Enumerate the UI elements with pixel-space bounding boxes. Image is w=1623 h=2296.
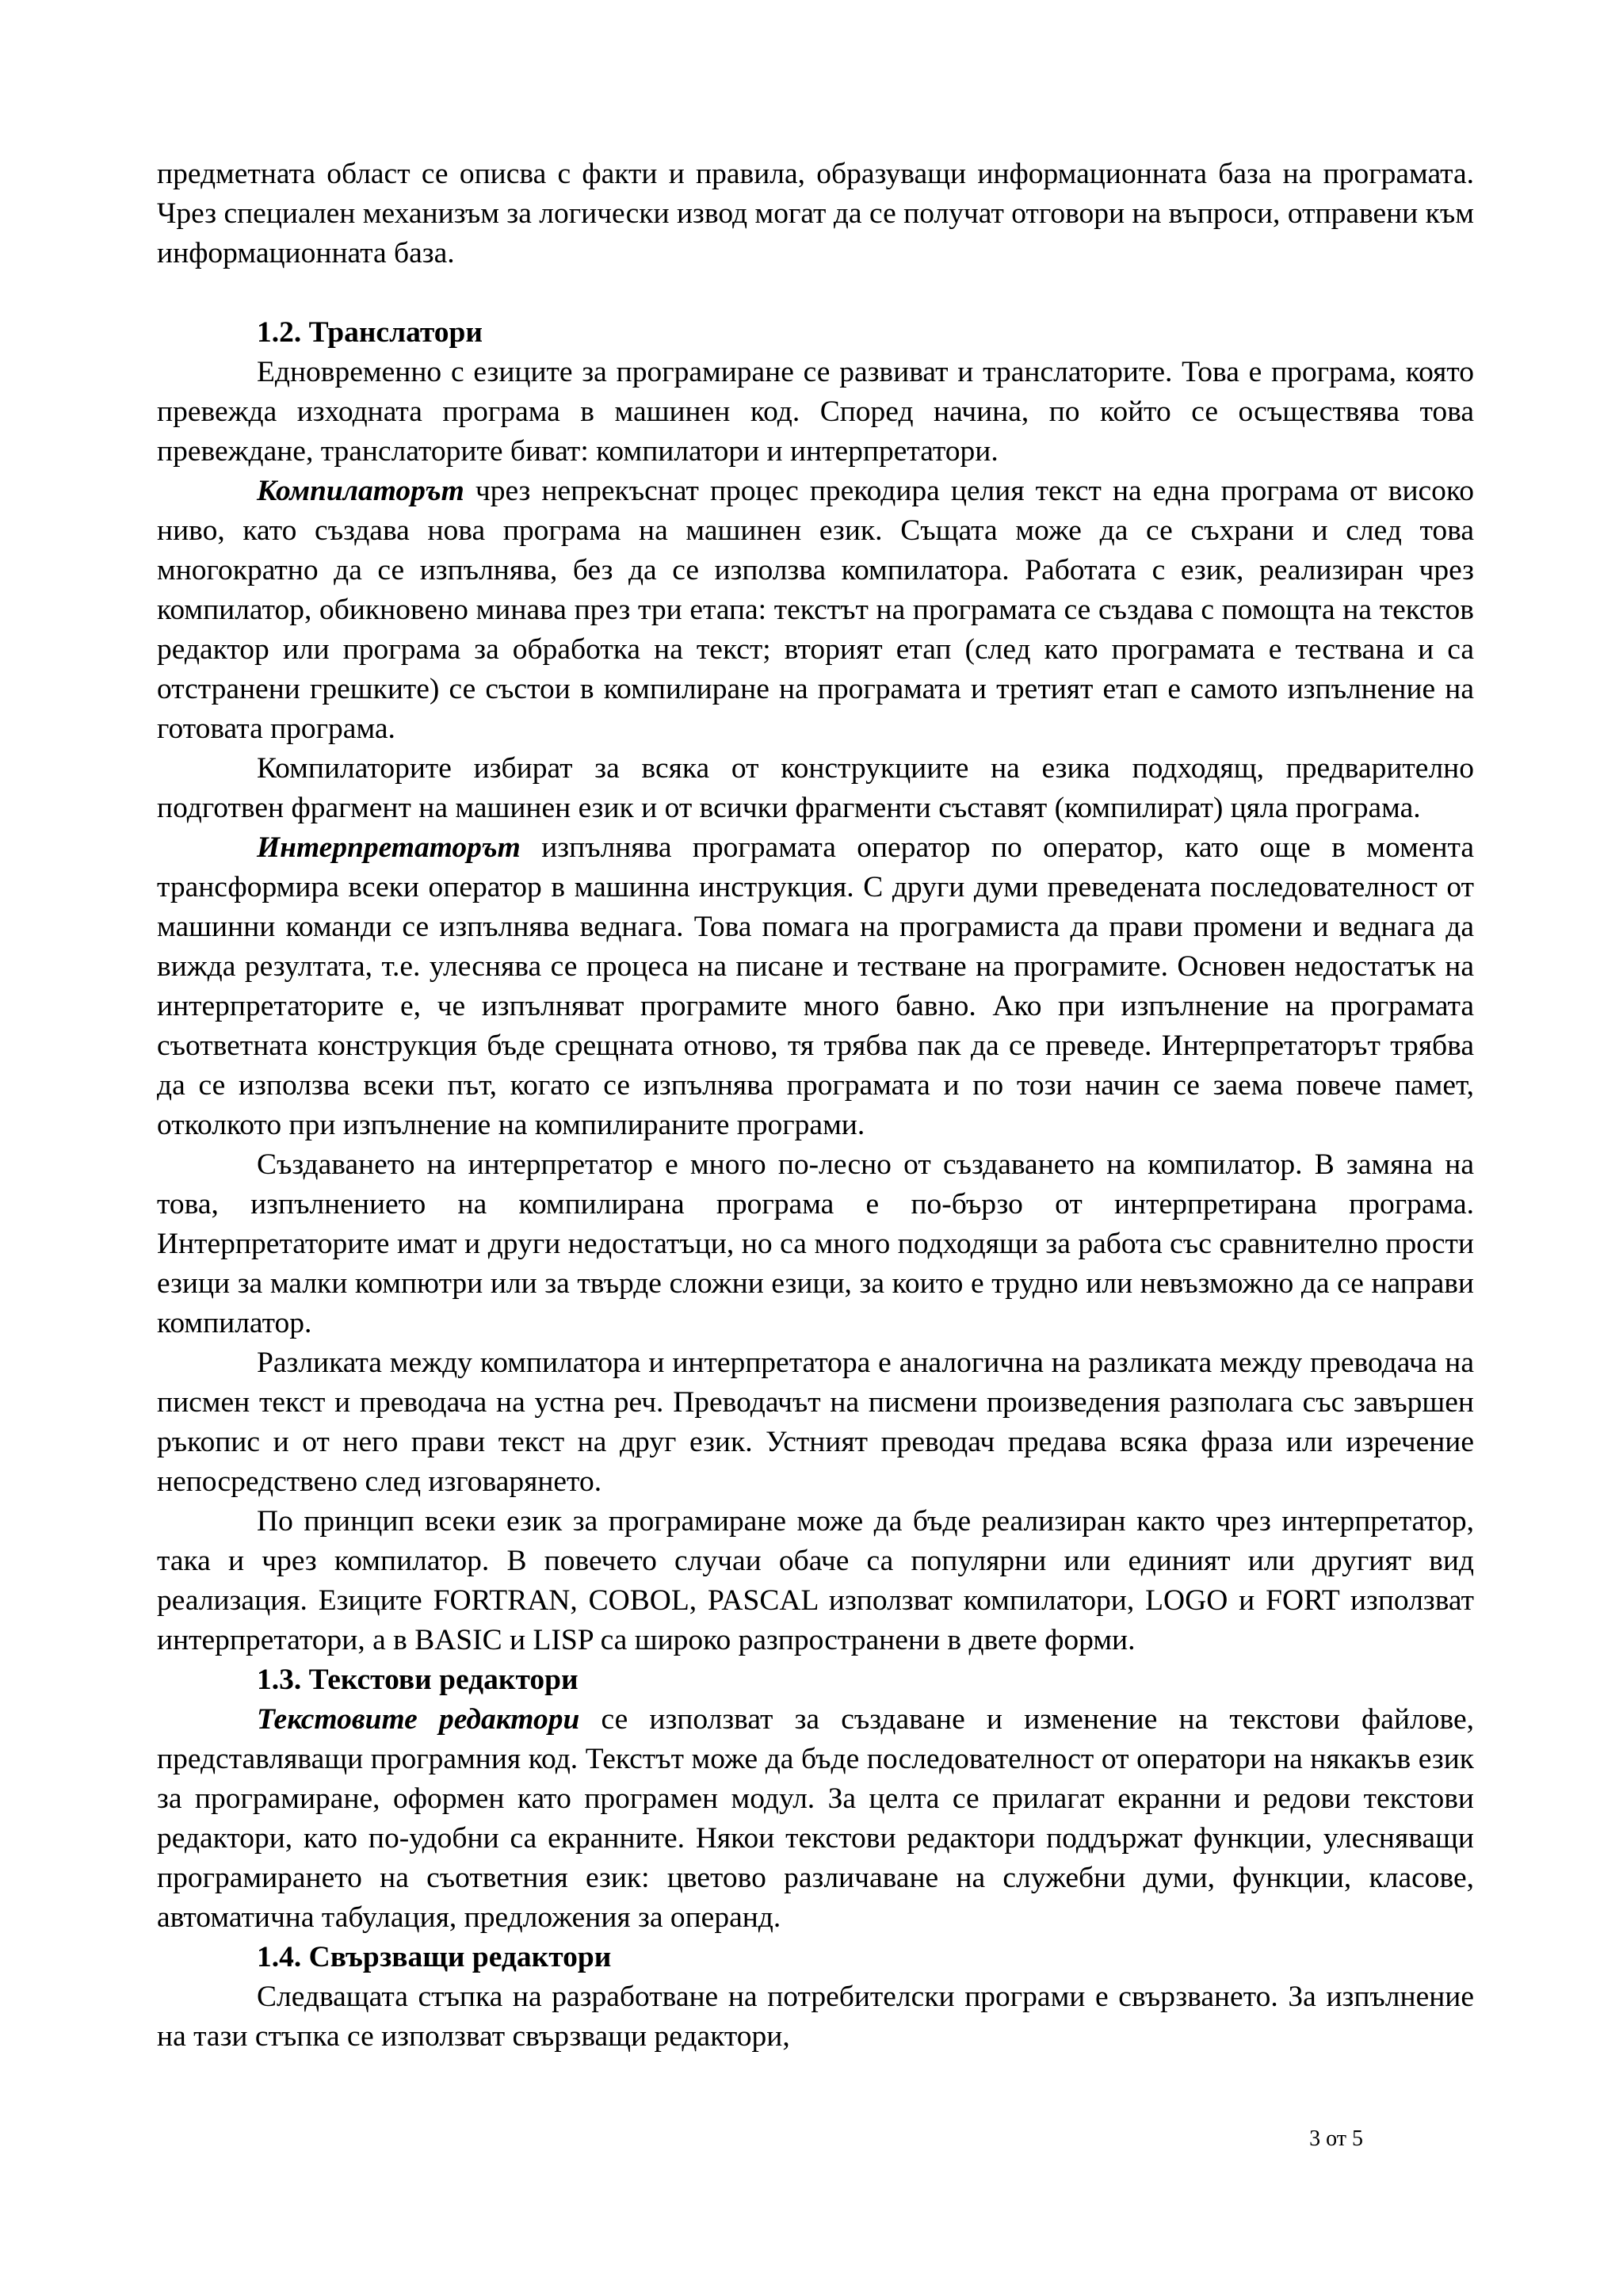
paragraph-interpreter-text: изпълнява програмата оператор по оператор, като още в момента трансформира всеки оператор в машинна инструкция. С други думи преведената последователност от машинни команди се изпълнява веднага. Това помага на програмиста да прави промени и веднага да вижда резултата, т.е. улеснява се процеса на писане и тестване на програмите. Основен недостатък на интерпретаторите е, че изпълняват програмите много бавно. Ако при изпълнение на програмата съответната конструкция бъде срещната отново, тя трябва пак да се преведе. Интерпретаторът трябва да се използва всеки път, когато се изпълнява програмата и по този начин се заема повече памет, отколкото при изпълнение на компилираните програми.: [157, 831, 1474, 1141]
document-page: [157, 155, 1474, 2057]
term-interpreter: Интерпретаторът: [257, 831, 521, 864]
paragraph-compiler: [157, 472, 1474, 749]
term-text-editors: Текстовите редактори: [257, 1703, 580, 1736]
paragraph-interpreter: [157, 828, 1474, 1145]
section-heading-linkers: 1.4. Свързващи редактори: [257, 1941, 612, 1973]
intro-paragraph: предметната област се описва с факти и правила, образуващи информационната база на програмата. Чрез специален механизъм за логически извод могат да се получат отговори на въпроси, отправени към информационната база.: [157, 158, 1474, 269]
paragraph-interpreter-creation: Създаването на интерпретатор е много по-лесно от създаването на компилатор. В замяна на това, изпълнението на компилирана програма е по-бързо от интерпретирана програма. Интерпретаторите имат и други недостатъци, но са много подходящи за работа със сравнително прости езици за малки компютри или за твърде сложни езици, за които е трудно или невъзможно да се направи компилатор.: [157, 1148, 1474, 1339]
paragraph-linkers: Следващата стъпка на разработване на потребителски програми е свързването. За изпълнение на тази стъпка се използват свързващи редактори,: [157, 1981, 1474, 2053]
section-heading-translators: 1.2. Транслатори: [257, 316, 483, 349]
paragraph-principle: По принцип всеки език за програмиране може да бъде реализиран както чрез интерпретатор, така и чрез компилатор. В повечето случаи обаче са популярни или единият или другият вид реализация. Езиците FORTRAN, COBOL, PASCAL използват компилатори, LOGO и FORT използват интерпретатори, а в BASIC и LISP са широко разпространени в двете форми.: [157, 1505, 1474, 1656]
section-heading-text-editors: 1.3. Текстови редактори: [257, 1664, 579, 1696]
paragraph-compilers-fragments: Компилаторите избират за всяка от конструкциите на езика подходящ, предварително подготвен фрагмент на машинен език и от всички фрагменти съставят (компилират) цяла програма.: [157, 752, 1474, 824]
term-compiler: Компилаторът: [257, 475, 464, 507]
paragraph-compiler-text: чрез непрекъснат процес прекодира целия текст на една програма от високо ниво, като създава нова програма на машинен език. Същата може да се съхрани и след това многократно да се изпълнява, без да се използва компилатора. Работата с език, реализиран чрез компилатор, обикновено минава през три етапа: текстът на програмата се създава с помощта на текстов редактор или програма за обработка на текст; вторият етап (след като програмата е тествана и са отстранени грешките) се състои в компилиране на програмата и третият етап е самото изпълнение на готовата програма.: [157, 475, 1474, 745]
paragraph-text-editors: [157, 1700, 1474, 1938]
page-number: 3 от 5: [1309, 2126, 1363, 2151]
paragraph-difference: Разликата между компилатора и интерпретатора е аналогична на разликата между преводача на писмен текст и преводача на устна реч. Преводачът на писмени произведения разполага със завършен ръкопис и от него прави текст на друг език. Устният преводач предава всяка фраза или изречение непосредствено след изговарянето.: [157, 1347, 1474, 1498]
paragraph-text-editors-text: се използват за създаване и изменение на текстови файлове, представляващи програмния код. Текстът може да бъде последователност от оператори на някакъв език за програмиране, оформен като програмен модул. За целта се прилагат екранни и редови текстови редактори, като по-удобни са екранните. Някои текстови редактори поддържат функции, улесняващи програмирането на съответния език: цветово различаване на служебни думи, функции, класове, автоматична табулация, предложения за операнд.: [157, 1703, 1474, 1934]
paragraph-translators-intro: Едновременно с езиците за програмиране се развиват и транслаторите. Това е програма, която превежда изходната програма в машинен код. Според начина, по който се осъществява това превеждане, транслаторите биват: компилатори и интерпретатори.: [157, 356, 1474, 468]
